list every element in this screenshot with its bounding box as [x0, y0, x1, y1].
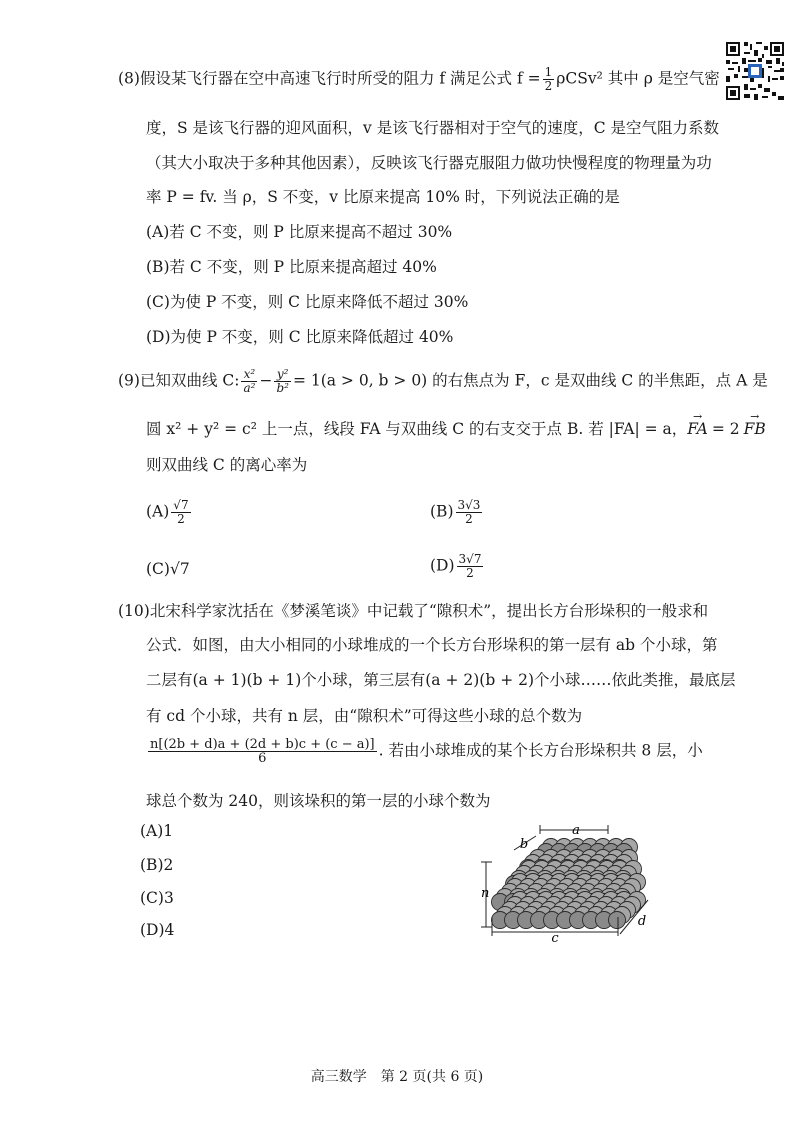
q9-option-a-den: 2 — [177, 512, 185, 526]
q10-line-5-text: . 若由小球堆成的某个长方台形垛积共 8 层，小 — [378, 741, 703, 760]
q10-line-1: (10)北宋科学家沈括在《梦溪笔谈》中记载了“隙积术”，提出长方台形垛积的一般求和 — [118, 602, 709, 620]
q9-option-b-num: 3√3 — [457, 498, 481, 512]
q9-option-d-label: (D) — [430, 556, 455, 575]
q9-option-d — [430, 553, 485, 580]
fig-label-c: c — [551, 931, 559, 944]
fig-label-d: d — [637, 914, 647, 929]
q9-line-2-text: 圆 x² + y² = c² 上一点，线段 FA 与双曲线 C 的右支交于点 B. 若 |FA| = a， — [146, 420, 688, 438]
q10-line-5 — [146, 738, 703, 765]
q10-sum-formula — [148, 738, 377, 765]
ball — [609, 912, 626, 929]
q9-option-d-fraction — [457, 553, 484, 580]
q9-b2: b² — [276, 381, 289, 395]
q9-y-fraction — [274, 368, 291, 395]
q8-line-4: 率 P = fv. 当 ρ，S 不变，v 比原来提高 10% 时，下列说法正确的是 — [146, 188, 620, 206]
q9-option-b-den: 2 — [465, 512, 473, 526]
q9-a2: a² — [243, 381, 256, 395]
q10-line-3: 二层有(a + 1)(b + 1)个小球，第三层有(a + 2)(b + 2)个小球……依此类推，最底层 — [146, 671, 736, 689]
q8-line-1 — [118, 66, 720, 93]
q10-line-4: 有 cd 个小球，共有 n 层，由“隙积术”可得这些小球的总个数为 — [146, 707, 583, 725]
q9-eq: = 2 — [711, 420, 740, 438]
q10-option-b: (B)2 — [140, 856, 174, 874]
q9-option-b-label: (B) — [430, 502, 454, 521]
q9-vector-fa: → FA — [687, 418, 708, 440]
q9-option-a-label: (A) — [146, 502, 170, 521]
q8-line-2: 度，S 是该飞行器的迎风面积，v 是该飞行器相对于空气的速度，C 是空气阻力系数 — [146, 119, 720, 137]
q10-sum-formula-den: 6 — [258, 751, 267, 766]
q10-sum-formula-num: n[(2b + d)a + (2d + b)c + (c − a)] — [150, 737, 375, 752]
q9-x2: x² — [241, 368, 257, 382]
q8-formula-den: 2 — [544, 79, 553, 93]
balls-group — [492, 839, 646, 929]
fig-label-n: n — [481, 886, 490, 901]
q9-y2: y² — [274, 368, 291, 382]
q9-minus: − — [259, 371, 273, 390]
q9-option-d-den: 2 — [466, 566, 474, 580]
q8-stem-start: (8)假设某飞行器在空中高速飞行时所受的阻力 f 满足公式 f = — [118, 69, 541, 88]
q8-option-b: (B)若 C 不变，则 P 比原来提高超过 40% — [146, 258, 437, 276]
q9-stem-cont: = 1(a > 0, b > 0) 的右焦点为 F，c 是双曲线 C 的半焦距，点 A 是 — [292, 371, 768, 390]
q8-option-d: (D)为使 P 不变，则 C 比原来降低超过 40% — [146, 328, 454, 346]
q9-option-b — [430, 499, 484, 526]
q8-option-c: (C)为使 P 不变，则 C 比原来降低不超过 30% — [146, 293, 469, 311]
q9-vector-fb: → FB — [744, 418, 766, 440]
q9-option-b-fraction — [456, 499, 483, 526]
page-footer: 高三数学 第 2 页(共 6 页) — [310, 1069, 484, 1085]
q9-line-3: 则双曲线 C 的离心率为 — [146, 456, 308, 474]
q9-option-c: (C)√7 — [146, 560, 190, 578]
q9-option-d-num: 3√7 — [458, 552, 482, 566]
q9-stem-start: (9)已知双曲线 C: — [118, 371, 240, 390]
q8-formula-fraction — [543, 66, 555, 93]
fig-label-a: a — [572, 823, 580, 838]
q9-x-fraction — [241, 368, 257, 395]
q8-line-3: （其大小取决于多种其他因素），反映该飞行器克服阻力做功快慢程度的物理量为功 — [146, 154, 712, 172]
q10-option-a: (A)1 — [140, 822, 174, 840]
q9-line-2 — [146, 418, 766, 440]
q9-option-a-num: √7 — [173, 498, 189, 512]
q8-option-a: (A)若 C 不变，则 P 比原来提高不超过 30% — [146, 223, 453, 241]
q10-option-c: (C)3 — [140, 889, 174, 907]
q10-option-d: (D)4 — [140, 921, 175, 939]
q9-option-a — [146, 499, 193, 526]
q9-line-1 — [118, 368, 768, 395]
stacked-balls-figure — [478, 822, 688, 944]
fig-label-b: b — [519, 837, 529, 852]
q9-option-a-fraction — [171, 499, 190, 526]
q8-formula-rest: ρCSv² 其中 ρ 是空气密 — [556, 69, 720, 88]
q10-line-2: 公式．如图，由大小相同的小球堆成的一个长方台形垛积的第一层有 ab 个小球，第 — [146, 636, 718, 654]
q8-formula-num: 1 — [544, 65, 553, 79]
qr-code-icon — [724, 40, 786, 102]
q10-line-6: 球总个数为 240，则该垛积的第一层的小球个数为 — [146, 792, 491, 810]
